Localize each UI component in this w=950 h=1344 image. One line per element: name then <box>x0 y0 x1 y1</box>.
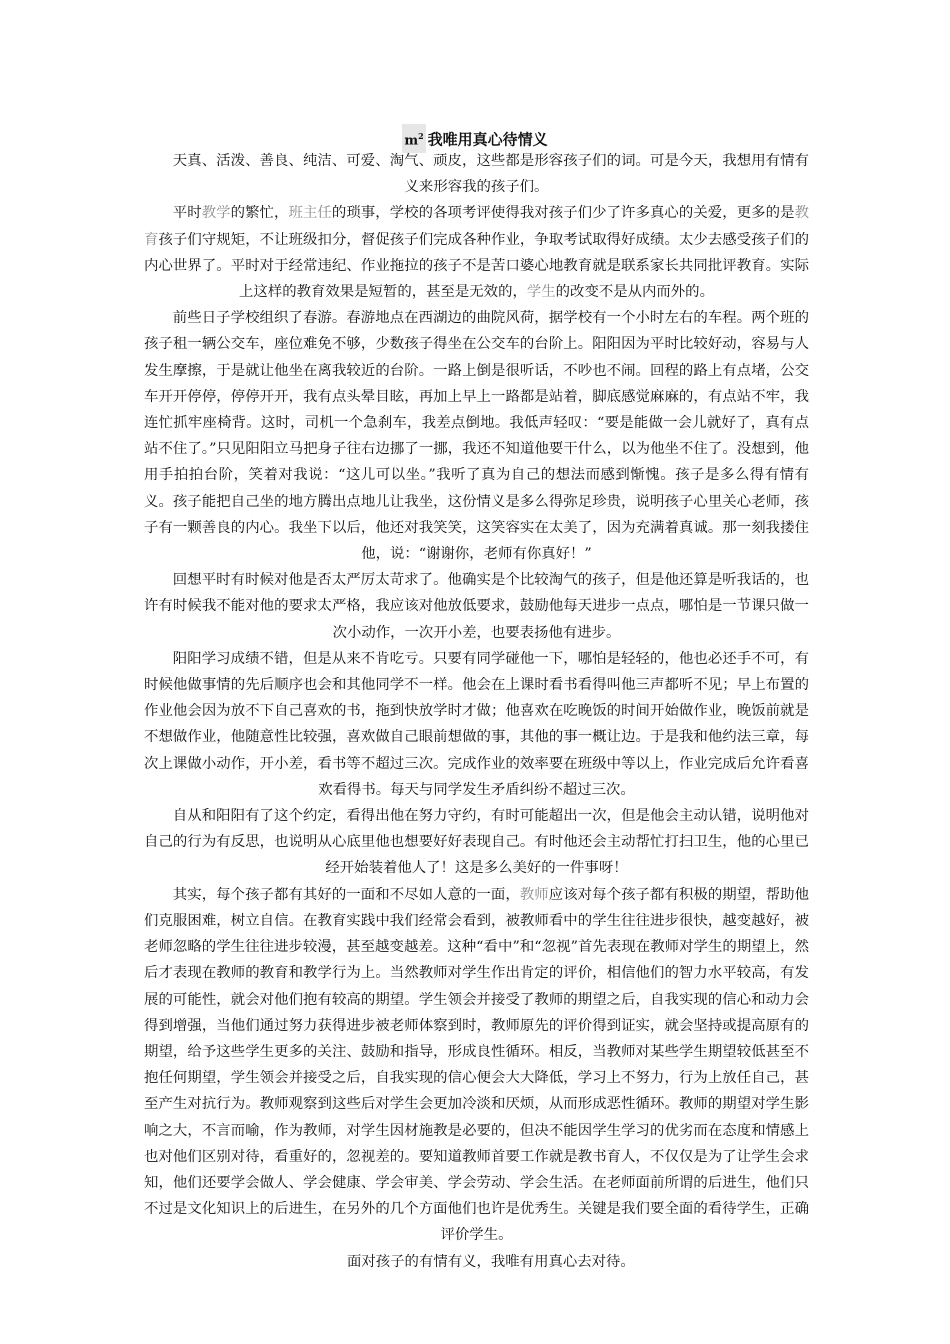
paragraph <box>144 646 809 803</box>
text-run: 其实，每个孩子都有其好的一面和不尽如人意的一面， <box>172 886 520 903</box>
text-run: 的改变不是从内而外的。 <box>555 284 714 301</box>
text-run: 面对孩子的有情有义，我唯有用真心去对待。 <box>346 1253 635 1270</box>
paragraph <box>144 882 809 1249</box>
keyword-link[interactable]: 班主任 <box>288 205 332 222</box>
title-mark-icon: $m^2$ <box>402 124 425 153</box>
text-run: 前些日子学校组织了春游。春游地点在西湖边的曲院风荷，据学校有一个小时左右的车程。两个班的孩子租一辆公交车，座位难免不够，少数孩子得坐在公交车的台阶上。阳阳因为平时比较好动，容易与人发生摩擦，于是就让他坐在离我较近的台阶。一路上倒是很听话，不吵也不闹。回程的路上有点堵，公交车开开停停，停停开开，我有点头晕目眩，再加上早上一路都是站着，脚底感觉麻麻的，有点站不牢，我连忙抓牢座椅背。这时，司机一个急刹车，我差点倒地。我低声轻叹：“要是能做一会儿就好了，真有点站不住了。”只见阳阳立马把身子往右边挪了一挪，我还不知道他要干什么，以为他坐不住了。没想到，他用手拍拍台阶，笑着对我说：“这儿可以坐。”我听了真为自己的想法而感到惭愧。孩子是多么得有情有义。孩子能把自己坐的地方腾出点地儿让我坐，这份情义是多么得弥足珍贵，说明孩子心里关心老师，孩子有一颗善良的内心。我坐下以后，他还对我笑笑，这笑容实在太美了，因为充满着真诚。那一刻我搂住他，说：“谢谢你，老师有你真好！” <box>144 310 809 563</box>
text-run: 平时 <box>172 205 202 222</box>
text-run: 自从和阳阳有了这个约定，看得出他在努力守约，有时可能超出一次，但是他会主动认错，说明他对自己的行为有反思，也说明从心底里他也想要好好表现自己。有时他还会主动帮忙打扫卫生，他的心里已经开始装着他人了！这是多么美好的一件事呀！ <box>144 808 809 877</box>
text-run: 回想平时有时候对他是否太严厉太苛求了。他确实是个比较淘气的孩子，但是他还算是听我话的，也许有时候我不能对他的要求太严格，我应该对他放低要求，鼓励他每天进步一点点，哪怕是一节课只做一次小动作，一次开小差，也要表扬他有进步。 <box>144 572 809 641</box>
keyword-link[interactable]: 教学 <box>201 205 231 222</box>
paragraph <box>144 148 809 200</box>
document-body <box>144 148 809 1275</box>
keyword-link[interactable]: 学生 <box>526 284 556 301</box>
text-run: 孩子们守规矩，不让班级扣分，督促孩子们完成各种作业，争取考试取得好成绩。太少去感受孩子们的内心世界了。平时对于经常违纪、作业拖拉的孩子不是苦口婆心地教育就是联系家长共同批评教育。实际上这样的教育效果是短暂的，甚至是无效的， <box>144 231 809 301</box>
paragraph <box>144 1249 809 1275</box>
keyword-link[interactable]: 教育 <box>144 205 809 248</box>
title-text: 我唯用真心待情义 <box>427 130 548 149</box>
text-run: 应该对每个孩子都有积极的期望，帮助他们克服困难，树立自信。在教育实践中我们经常会看到，被教师看中的学生往往进步很快，越变越好，被老师忽略的学生往往进步较漫，甚至越变越差。这种“看中”和“忽视”首先表现在教师对学生的期望上，然后才表现在教师的教育和教学行为上。当然教师对学生作出肯定的评价，相信他们的智力水平较高，有发展的可能性，就会对他们抱有较高的期望。学生领会并接受了教师的期望之后，自我实现的信心和动力会得到增强，当他们通过努力获得进步被老师体察到时，教师原先的评价得到证实，就会坚持或提高原有的期望，给予这些学生更多的关注、鼓励和指导，形成良性循环。相反，当教师对某些学生期望较低甚至不抱任何期望，学生领会并接受之后，自我实现的信心便会大大降低，学习上不努力，行为上放任自己，甚至产生对抗行为。教师观察到这些后对学生会更加冷淡和厌烦，从而形成恶性循环。教师的期望对学生影响之大，不言而喻，作为教师，对学生因材施教是必要的，但决不能因学生学习的优劣而在态度和情感上也对他们区别对待，看重好的，忽视差的。要知道教师首要工作就是教书育人，不仅仅是为了让学生会求知，他们还要学会做人、学会健康、学会审美、学会劳动、学会生活。在老师面前所谓的后进生，他们只不过是文化知识上的后进生，在另外的几个方面他们也许是优秀生。关键是我们要全面的看待学生，正确评价学生。 <box>144 886 809 1244</box>
text-run: 的琐事，学校的各项考评使得我对孩子们少了许多真心的关爱，更多的是 <box>331 205 795 222</box>
text-run: 阳阳学习成绩不错，但是从来不肯吃亏。只要有同学碰他一下，哪怕是轻轻的，他也必还手不可，有时候他做事情的先后顺序也会和其他同学不一样。他会在上课时看书看得叫他三声都听不见；早上布置的作业他会因为放不下自己喜欢的书，拖到快放学时才做；他喜欢在吃晚饭的时间开始做作业，晚饭前就是不想做作业，他随意性比较强，喜欢做自己眼前想做的事，其他的事一概让边。于是我和他约法三章，每次上课做小动作，开小差，看书等不超过三次。完成作业的效率要在班级中等以上，作业完成后允许看喜欢看得书。每天与同学发生矛盾纠纷不超过三次。 <box>144 650 809 798</box>
paragraph <box>144 305 809 567</box>
text-run: 的繁忙， <box>230 205 289 222</box>
paragraph <box>144 567 809 646</box>
keyword-link[interactable]: 教师 <box>519 886 549 903</box>
text-run: 天真、活泼、善良、纯洁、可爱、淘气、顽皮，这些都是形容孩子们的词。可是今天，我想用有情有义来形容我的孩子们。 <box>172 153 809 196</box>
paragraph <box>144 200 809 305</box>
paragraph <box>144 803 809 882</box>
